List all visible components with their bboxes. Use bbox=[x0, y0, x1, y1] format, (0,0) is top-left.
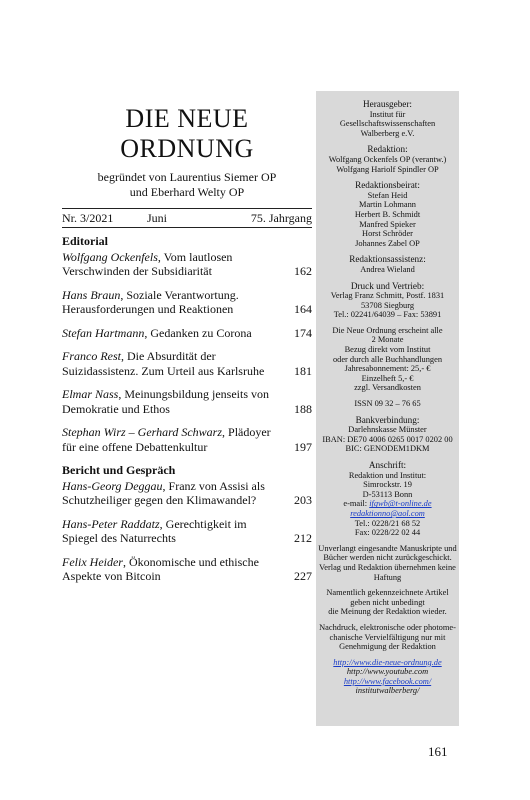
toc-entry-author: Franco Rest bbox=[62, 349, 121, 363]
imprint-sidebar bbox=[316, 91, 459, 726]
opinion-note-block-line: die Meinung der Redaktion wieder. bbox=[328, 607, 447, 617]
toc-entry-author: Elmar Nass bbox=[62, 387, 119, 401]
toc-entry-title: , Gerechtigkeit im Spiegel des Naturrechts bbox=[62, 516, 247, 545]
bank-block bbox=[316, 415, 459, 454]
email-link[interactable]: ifgwb@t-online.de bbox=[369, 499, 432, 509]
frequency-block-line: Jahresabonnement: 25,- € bbox=[344, 364, 431, 374]
publisher-block-heading: Herausgeber: bbox=[363, 99, 412, 109]
publisher-block-line: Institut für bbox=[369, 109, 406, 119]
frequency-block-line: Die Neue Ordnung erscheint alle bbox=[332, 325, 443, 335]
print-block-line: 53708 Siegburg bbox=[360, 300, 415, 310]
print-block bbox=[316, 281, 459, 320]
board-block-line: Johannes Zabel OP bbox=[355, 238, 420, 248]
toc-entry-title: , Die Absurdität der Suizidassistenz. Zum Urteil aus Karlsruhe bbox=[62, 349, 265, 378]
toc-entry-page: 203 bbox=[294, 493, 312, 507]
toc-entry-author: Wolfgang Ockenfels bbox=[62, 249, 158, 264]
frequency-block-line: Bezug direkt vom Institut bbox=[344, 345, 431, 355]
web-links bbox=[316, 658, 459, 696]
disclaimer-block bbox=[316, 544, 459, 582]
facebook-link[interactable]: http://www.facebook.com/ bbox=[343, 676, 432, 686]
phone-line: Fax: 0228/22 02 44 bbox=[354, 528, 421, 538]
toc-entry-text bbox=[62, 425, 271, 454]
assistant-block-line: Andrea Wieland bbox=[360, 264, 415, 274]
toc-entry-page: 181 bbox=[294, 363, 312, 378]
opinion-note-block bbox=[316, 588, 459, 617]
assistant-block bbox=[316, 254, 459, 274]
address-block bbox=[316, 460, 459, 538]
toc-entry-text bbox=[62, 250, 232, 279]
toc-entry-author: Hans Braun bbox=[62, 287, 121, 302]
toc-entry-title: , Vom lautlosen Verschwinden der Subsidiarität bbox=[62, 249, 233, 278]
frequency-block-line: zzgl. Versandkosten bbox=[354, 383, 421, 393]
youtube-link[interactable]: http://www.youtube.com bbox=[346, 667, 429, 677]
toc-entry-author: Stephan Wirz – Gerhard Schwarz bbox=[62, 425, 223, 439]
table-of-contents bbox=[62, 234, 312, 593]
email-line bbox=[316, 499, 459, 509]
bank-block-heading: Bankverbindung: bbox=[355, 414, 420, 425]
reprint-note-block-line: Nachdruck, elektronische oder photome- bbox=[319, 622, 456, 632]
toc-entry-title: , Franz von Assisi als Schutzheiliger gegen den Klimawandel? bbox=[62, 478, 265, 507]
address-block-heading: Anschrift: bbox=[368, 460, 407, 470]
toc-entry-text bbox=[62, 326, 252, 340]
toc-entry bbox=[62, 349, 312, 378]
founders-line: begründet von Laurentius Siemer OP und Eberhard Welty OP bbox=[97, 170, 277, 199]
toc-entry-title: , Soziale Verantwortung. Herausforderungen und Reaktionen bbox=[62, 287, 239, 316]
disclaimer-block-line: Bücher werden nicht zurückgeschickt. bbox=[323, 553, 452, 563]
bank-block-line: Darlehnskasse Münster bbox=[348, 425, 427, 435]
toc-entry-page: 164 bbox=[294, 302, 312, 316]
frequency-block-line: Einzelheft 5,- € bbox=[361, 373, 414, 383]
toc-entry bbox=[62, 517, 312, 546]
toc-entry-author: Felix Heider bbox=[62, 554, 123, 569]
toc-entry-text bbox=[62, 517, 247, 546]
issue-month: Juni bbox=[147, 211, 168, 225]
masthead bbox=[62, 94, 312, 200]
toc-entry-title: , Ökonomische und ethische Aspekte von Bitcoin bbox=[62, 554, 259, 583]
toc-entry-page: 162 bbox=[294, 264, 312, 278]
toc-entry-title: , Meinungsbildung jenseits von Demokratie und Ethos bbox=[62, 387, 270, 416]
reprint-note-block-line: Genehmigung der Redaktion bbox=[339, 642, 436, 652]
print-block-heading: Druck und Vertrieb: bbox=[350, 280, 425, 291]
website-link[interactable]: http://www.die-neue-ordnung.de bbox=[333, 657, 442, 667]
issn-block bbox=[316, 399, 459, 409]
toc-section bbox=[62, 463, 312, 584]
toc-entry-author: Hans-Peter Raddatz bbox=[62, 516, 160, 531]
board-block-line: Herbert B. Schmidt bbox=[354, 209, 421, 219]
issue-bar bbox=[62, 208, 312, 228]
issn: ISSN 09 32 – 76 65 bbox=[354, 399, 421, 409]
disclaimer-block-line: Verlag und Redaktion übernehmen keine bbox=[319, 562, 456, 572]
assistant-block-heading: Redaktionsassistenz: bbox=[349, 254, 426, 265]
issue-number: Nr. 3/2021 bbox=[62, 211, 114, 225]
facebook-handle: institutwalberberg/ bbox=[355, 686, 420, 696]
toc-entry bbox=[62, 288, 312, 317]
board-block-line: Manfred Spieker bbox=[359, 219, 416, 229]
toc-entry-title: , Gedanken zu Corona bbox=[144, 325, 252, 340]
toc-entry-text bbox=[62, 288, 239, 317]
toc-entry-author: Stefan Hartmann bbox=[62, 325, 145, 340]
print-block-line: Tel.: 02241/64039 – Fax: 53891 bbox=[333, 310, 442, 320]
issue-volume: 75. Jahrgang bbox=[250, 211, 312, 225]
publisher-block bbox=[316, 99, 459, 138]
toc-entry-text bbox=[62, 555, 259, 584]
publisher-block-line: Gesellschaftswissenschaften bbox=[339, 119, 436, 129]
toc-entry-text bbox=[62, 387, 269, 416]
toc-entry bbox=[62, 250, 312, 279]
board-block-heading: Redaktionsbeirat: bbox=[355, 180, 420, 191]
toc-section-heading: Bericht und Gespräch bbox=[62, 463, 176, 477]
frequency-block-line: oder durch alle Buchhandlungen bbox=[332, 354, 443, 364]
editorial-block-heading: Redaktion: bbox=[367, 144, 408, 155]
toc-entry-page: 188 bbox=[294, 401, 312, 416]
publisher-block-line: Walberberg e.V. bbox=[360, 128, 415, 138]
board-block-line: Horst Schröder bbox=[362, 229, 413, 239]
disclaimer-block-line: Haftung bbox=[373, 572, 402, 582]
opinion-note-block-line: Namentlich gekennzeichnete Artikel bbox=[326, 588, 449, 598]
reprint-note-block bbox=[316, 623, 459, 652]
phone-line: Tel.: 0228/21 68 52 bbox=[354, 518, 421, 528]
address-block-line: Redaktion und Institut: bbox=[348, 470, 427, 480]
toc-entry bbox=[62, 555, 312, 584]
journal-title: DIE NEUE ORDNUNG bbox=[120, 104, 254, 163]
disclaimer-block-line: Unverlangt eingesandte Manuskripte und bbox=[318, 543, 457, 553]
toc-entry bbox=[62, 326, 312, 341]
email-label: e-mail: bbox=[343, 499, 370, 509]
frequency-block bbox=[316, 326, 459, 393]
page-number: 161 bbox=[428, 744, 448, 759]
board-block-line: Stefan Heid bbox=[367, 190, 408, 200]
toc-entry bbox=[62, 425, 312, 454]
editorial-block-line: Wolfgang Ockenfels OP (verantw.) bbox=[328, 154, 447, 164]
opinion-note-block-line: geben nicht unbedingt bbox=[350, 597, 425, 607]
toc-entry-page: 174 bbox=[294, 325, 312, 340]
toc-entry-text bbox=[62, 349, 264, 378]
email-link[interactable]: redaktionno@aol.com bbox=[350, 508, 425, 518]
print-block-line: Verlag Franz Schmitt, Postf. 1831 bbox=[330, 291, 445, 301]
board-block bbox=[316, 180, 459, 248]
reprint-note-block-line: chanische Vervielfältigung nur mit bbox=[329, 632, 446, 642]
editorial-block bbox=[316, 144, 459, 174]
address-block-line: Simrockstr. 19 bbox=[363, 480, 412, 490]
frequency-block-line: 2 Monate bbox=[371, 335, 404, 345]
toc-entry-author: Hans-Georg Deggau bbox=[62, 478, 163, 493]
toc-entry-title: , Plädoyer für eine offene Debattenkultur bbox=[62, 425, 271, 454]
board-block-line: Martin Lohmann bbox=[359, 200, 416, 210]
toc-entry-page: 227 bbox=[294, 569, 312, 583]
editorial-block-line: Wolfgang Hariolf Spindler OP bbox=[336, 164, 439, 174]
bank-block-line: IBAN: DE70 4006 0265 0017 0202 00 bbox=[322, 434, 453, 444]
toc-entry bbox=[62, 387, 312, 416]
address-block-line: D-53113 Bonn bbox=[362, 489, 413, 499]
toc-entry-page: 212 bbox=[294, 531, 312, 545]
toc-entry-page: 197 bbox=[294, 439, 312, 454]
toc-entry-text bbox=[62, 479, 265, 508]
toc-section bbox=[62, 234, 312, 454]
toc-entry bbox=[62, 479, 312, 508]
toc-section-heading: Editorial bbox=[62, 234, 109, 248]
bank-block-line: BIC: GENODEM1DKM bbox=[345, 444, 430, 454]
